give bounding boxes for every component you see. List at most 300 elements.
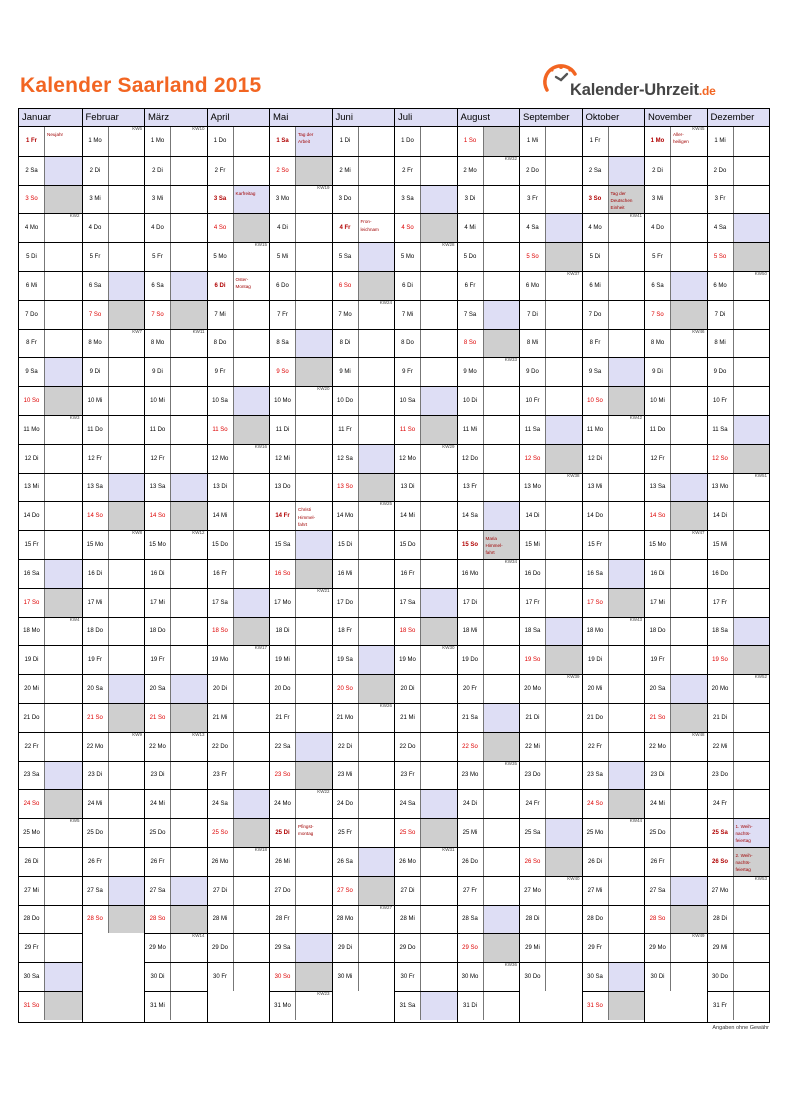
day-cell[interactable] — [708, 991, 770, 1020]
day-cell[interactable] — [145, 444, 207, 473]
day-cell[interactable] — [583, 559, 645, 588]
day-cell[interactable] — [708, 127, 770, 156]
day-cell[interactable] — [19, 933, 82, 962]
day-cell[interactable] — [520, 847, 582, 876]
day-cell[interactable] — [270, 185, 332, 214]
day-cell[interactable] — [208, 818, 270, 847]
day-cell[interactable] — [520, 473, 582, 502]
day-cell[interactable] — [458, 962, 520, 991]
day-cell[interactable] — [395, 905, 457, 934]
day-cell[interactable] — [19, 645, 82, 674]
day-cell[interactable] — [19, 501, 82, 530]
day-cell[interactable] — [145, 473, 207, 502]
day-cell[interactable] — [208, 617, 270, 646]
day-cell[interactable] — [395, 242, 457, 271]
day-cell[interactable] — [645, 645, 707, 674]
day-cell[interactable] — [208, 444, 270, 473]
day-cell[interactable] — [395, 300, 457, 329]
day-cell[interactable] — [708, 242, 770, 271]
day-cell[interactable] — [270, 213, 332, 242]
day-cell[interactable] — [83, 300, 145, 329]
day-cell[interactable] — [583, 789, 645, 818]
day-cell[interactable] — [708, 329, 770, 358]
day-cell[interactable] — [145, 789, 207, 818]
day-cell[interactable] — [395, 501, 457, 530]
day-cell[interactable] — [333, 905, 395, 934]
day-cell[interactable] — [333, 876, 395, 905]
day-cell[interactable] — [83, 674, 145, 703]
day-cell[interactable] — [583, 357, 645, 386]
day-cell[interactable] — [270, 559, 332, 588]
day-cell[interactable] — [708, 905, 770, 934]
day-cell[interactable] — [333, 329, 395, 358]
day-cell[interactable] — [583, 962, 645, 991]
day-cell[interactable] — [270, 703, 332, 732]
day-cell[interactable] — [395, 761, 457, 790]
day-cell[interactable] — [708, 588, 770, 617]
day-cell[interactable] — [83, 242, 145, 271]
day-cell[interactable] — [145, 386, 207, 415]
day-cell[interactable] — [83, 847, 145, 876]
day-cell[interactable] — [708, 156, 770, 185]
day-cell[interactable] — [520, 357, 582, 386]
day-cell[interactable] — [83, 645, 145, 674]
day-cell[interactable] — [83, 444, 145, 473]
day-cell[interactable] — [19, 329, 82, 358]
day-cell[interactable] — [520, 559, 582, 588]
day-cell[interactable] — [333, 645, 395, 674]
day-cell[interactable] — [645, 300, 707, 329]
day-cell[interactable] — [333, 156, 395, 185]
day-cell[interactable] — [458, 732, 520, 761]
day-cell[interactable] — [458, 761, 520, 790]
day-cell[interactable] — [145, 300, 207, 329]
day-cell[interactable] — [83, 818, 145, 847]
day-cell[interactable] — [645, 501, 707, 530]
day-cell[interactable] — [145, 847, 207, 876]
day-cell[interactable] — [19, 703, 82, 732]
day-cell[interactable] — [520, 645, 582, 674]
day-cell[interactable] — [645, 703, 707, 732]
day-cell[interactable] — [520, 156, 582, 185]
day-cell[interactable] — [458, 674, 520, 703]
day-cell[interactable] — [645, 271, 707, 300]
day-cell[interactable] — [708, 185, 770, 214]
day-cell[interactable] — [19, 588, 82, 617]
day-cell[interactable] — [145, 242, 207, 271]
day-cell[interactable] — [395, 530, 457, 559]
day-cell[interactable] — [395, 789, 457, 818]
day-cell[interactable] — [395, 185, 457, 214]
day-cell[interactable] — [270, 732, 332, 761]
day-cell[interactable] — [208, 703, 270, 732]
day-cell[interactable] — [83, 213, 145, 242]
day-cell[interactable] — [145, 329, 207, 358]
day-cell[interactable] — [708, 559, 770, 588]
day-cell[interactable] — [645, 473, 707, 502]
day-cell[interactable] — [520, 213, 582, 242]
day-cell[interactable] — [395, 127, 457, 156]
day-cell[interactable] — [145, 905, 207, 934]
day-cell[interactable] — [520, 789, 582, 818]
day-cell[interactable] — [395, 732, 457, 761]
day-cell[interactable] — [270, 329, 332, 358]
day-cell[interactable] — [145, 501, 207, 530]
day-cell[interactable] — [19, 415, 82, 444]
day-cell[interactable] — [708, 357, 770, 386]
day-cell[interactable] — [19, 761, 82, 790]
day-cell[interactable] — [270, 876, 332, 905]
day-cell[interactable] — [645, 213, 707, 242]
day-cell[interactable] — [583, 127, 645, 156]
day-cell[interactable] — [645, 789, 707, 818]
day-cell[interactable] — [708, 732, 770, 761]
day-cell[interactable] — [395, 329, 457, 358]
day-cell[interactable] — [583, 674, 645, 703]
day-cell[interactable] — [208, 415, 270, 444]
day-cell[interactable] — [270, 501, 332, 530]
day-cell[interactable] — [333, 530, 395, 559]
day-cell[interactable] — [83, 588, 145, 617]
day-cell[interactable] — [83, 617, 145, 646]
day-cell[interactable] — [583, 300, 645, 329]
day-cell[interactable] — [333, 789, 395, 818]
day-cell[interactable] — [208, 530, 270, 559]
day-cell[interactable] — [83, 357, 145, 386]
day-cell[interactable] — [583, 415, 645, 444]
day-cell[interactable] — [270, 789, 332, 818]
day-cell[interactable] — [270, 962, 332, 991]
day-cell[interactable] — [708, 876, 770, 905]
day-cell[interactable] — [645, 876, 707, 905]
day-cell[interactable] — [583, 185, 645, 214]
brand-logo[interactable] — [541, 60, 756, 102]
day-cell[interactable] — [333, 703, 395, 732]
day-cell[interactable] — [645, 242, 707, 271]
day-cell[interactable] — [208, 933, 270, 962]
day-cell[interactable] — [19, 271, 82, 300]
day-cell[interactable] — [395, 703, 457, 732]
day-cell[interactable] — [458, 444, 520, 473]
day-cell[interactable] — [19, 444, 82, 473]
day-cell[interactable] — [333, 415, 395, 444]
day-cell[interactable] — [395, 847, 457, 876]
day-cell[interactable] — [333, 127, 395, 156]
day-cell[interactable] — [708, 415, 770, 444]
day-cell[interactable] — [395, 386, 457, 415]
day-cell[interactable] — [458, 473, 520, 502]
day-cell[interactable] — [270, 761, 332, 790]
day-cell[interactable] — [333, 588, 395, 617]
day-cell[interactable] — [708, 386, 770, 415]
day-cell[interactable] — [333, 444, 395, 473]
day-cell[interactable] — [583, 991, 645, 1020]
day-cell[interactable] — [145, 674, 207, 703]
day-cell[interactable] — [333, 271, 395, 300]
day-cell[interactable] — [145, 185, 207, 214]
day-cell[interactable] — [270, 473, 332, 502]
day-cell[interactable] — [520, 444, 582, 473]
day-cell[interactable] — [520, 617, 582, 646]
day-cell[interactable] — [19, 818, 82, 847]
day-cell[interactable] — [645, 357, 707, 386]
day-cell[interactable] — [645, 617, 707, 646]
day-cell[interactable] — [520, 242, 582, 271]
day-cell[interactable] — [333, 962, 395, 991]
day-cell[interactable] — [708, 789, 770, 818]
day-cell[interactable] — [458, 127, 520, 156]
day-cell[interactable] — [458, 818, 520, 847]
day-cell[interactable] — [708, 761, 770, 790]
day-cell[interactable] — [270, 300, 332, 329]
day-cell[interactable] — [270, 818, 332, 847]
day-cell[interactable] — [645, 530, 707, 559]
day-cell[interactable] — [520, 732, 582, 761]
day-cell[interactable] — [19, 386, 82, 415]
day-cell[interactable] — [145, 271, 207, 300]
day-cell[interactable] — [208, 789, 270, 818]
day-cell[interactable] — [395, 933, 457, 962]
day-cell[interactable] — [395, 357, 457, 386]
day-cell[interactable] — [19, 242, 82, 271]
day-cell[interactable] — [83, 271, 145, 300]
day-cell[interactable] — [270, 530, 332, 559]
day-cell[interactable] — [395, 588, 457, 617]
day-cell[interactable] — [645, 818, 707, 847]
day-cell[interactable] — [83, 473, 145, 502]
day-cell[interactable] — [583, 156, 645, 185]
day-cell[interactable] — [19, 473, 82, 502]
day-cell[interactable] — [458, 991, 520, 1020]
day-cell[interactable] — [270, 271, 332, 300]
day-cell[interactable] — [333, 732, 395, 761]
day-cell[interactable] — [19, 991, 82, 1020]
day-cell[interactable] — [583, 242, 645, 271]
day-cell[interactable] — [333, 300, 395, 329]
day-cell[interactable] — [583, 732, 645, 761]
day-cell[interactable] — [520, 271, 582, 300]
day-cell[interactable] — [708, 444, 770, 473]
day-cell[interactable] — [708, 213, 770, 242]
day-cell[interactable] — [83, 761, 145, 790]
day-cell[interactable] — [708, 674, 770, 703]
day-cell[interactable] — [333, 761, 395, 790]
day-cell[interactable] — [645, 588, 707, 617]
day-cell[interactable] — [270, 386, 332, 415]
day-cell[interactable] — [19, 732, 82, 761]
day-cell[interactable] — [83, 329, 145, 358]
day-cell[interactable] — [520, 185, 582, 214]
day-cell[interactable] — [583, 588, 645, 617]
day-cell[interactable] — [333, 473, 395, 502]
day-cell[interactable] — [270, 415, 332, 444]
day-cell[interactable] — [645, 386, 707, 415]
day-cell[interactable] — [395, 156, 457, 185]
day-cell[interactable] — [208, 761, 270, 790]
day-cell[interactable] — [19, 962, 82, 991]
day-cell[interactable] — [708, 271, 770, 300]
day-cell[interactable] — [83, 732, 145, 761]
day-cell[interactable] — [270, 905, 332, 934]
day-cell[interactable] — [208, 876, 270, 905]
day-cell[interactable] — [145, 818, 207, 847]
day-cell[interactable] — [458, 933, 520, 962]
day-cell[interactable] — [83, 386, 145, 415]
day-cell[interactable] — [208, 386, 270, 415]
day-cell[interactable] — [145, 530, 207, 559]
day-cell[interactable] — [333, 242, 395, 271]
day-cell[interactable] — [583, 933, 645, 962]
day-cell[interactable] — [583, 271, 645, 300]
day-cell[interactable] — [458, 847, 520, 876]
day-cell[interactable] — [583, 645, 645, 674]
day-cell[interactable] — [208, 185, 270, 214]
day-cell[interactable] — [145, 876, 207, 905]
day-cell[interactable] — [395, 213, 457, 242]
day-cell[interactable] — [583, 703, 645, 732]
day-cell[interactable] — [145, 415, 207, 444]
day-cell[interactable] — [208, 242, 270, 271]
day-cell[interactable] — [333, 674, 395, 703]
day-cell[interactable] — [708, 501, 770, 530]
day-cell[interactable] — [458, 185, 520, 214]
day-cell[interactable] — [145, 156, 207, 185]
day-cell[interactable] — [145, 761, 207, 790]
day-cell[interactable] — [208, 674, 270, 703]
day-cell[interactable] — [208, 559, 270, 588]
day-cell[interactable] — [83, 185, 145, 214]
day-cell[interactable] — [208, 588, 270, 617]
day-cell[interactable] — [520, 127, 582, 156]
day-cell[interactable] — [208, 501, 270, 530]
day-cell[interactable] — [520, 415, 582, 444]
day-cell[interactable] — [645, 156, 707, 185]
day-cell[interactable] — [395, 271, 457, 300]
day-cell[interactable] — [520, 905, 582, 934]
day-cell[interactable] — [583, 501, 645, 530]
day-cell[interactable] — [520, 962, 582, 991]
day-cell[interactable] — [583, 444, 645, 473]
day-cell[interactable] — [583, 847, 645, 876]
day-cell[interactable] — [708, 962, 770, 991]
day-cell[interactable] — [458, 386, 520, 415]
day-cell[interactable] — [583, 473, 645, 502]
day-cell[interactable] — [645, 847, 707, 876]
day-cell[interactable] — [270, 645, 332, 674]
day-cell[interactable] — [83, 501, 145, 530]
day-cell[interactable] — [458, 617, 520, 646]
day-cell[interactable] — [583, 761, 645, 790]
day-cell[interactable] — [458, 329, 520, 358]
day-cell[interactable] — [145, 703, 207, 732]
day-cell[interactable] — [270, 617, 332, 646]
day-cell[interactable] — [145, 213, 207, 242]
day-cell[interactable] — [333, 847, 395, 876]
day-cell[interactable] — [395, 559, 457, 588]
day-cell[interactable] — [395, 444, 457, 473]
day-cell[interactable] — [333, 357, 395, 386]
day-cell[interactable] — [520, 588, 582, 617]
day-cell[interactable] — [19, 876, 82, 905]
day-cell[interactable] — [333, 185, 395, 214]
day-cell[interactable] — [458, 876, 520, 905]
day-cell[interactable] — [19, 213, 82, 242]
day-cell[interactable] — [645, 444, 707, 473]
day-cell[interactable] — [708, 933, 770, 962]
day-cell[interactable] — [19, 847, 82, 876]
day-cell[interactable] — [458, 559, 520, 588]
day-cell[interactable] — [83, 905, 145, 934]
day-cell[interactable] — [458, 703, 520, 732]
day-cell[interactable] — [270, 127, 332, 156]
day-cell[interactable] — [395, 818, 457, 847]
day-cell[interactable] — [270, 444, 332, 473]
day-cell[interactable] — [458, 300, 520, 329]
day-cell[interactable] — [208, 127, 270, 156]
day-cell[interactable] — [83, 789, 145, 818]
day-cell[interactable] — [83, 127, 145, 156]
day-cell[interactable] — [395, 962, 457, 991]
day-cell[interactable] — [520, 818, 582, 847]
day-cell[interactable] — [583, 876, 645, 905]
day-cell[interactable] — [395, 415, 457, 444]
day-cell[interactable] — [83, 703, 145, 732]
day-cell[interactable] — [583, 386, 645, 415]
day-cell[interactable] — [458, 213, 520, 242]
day-cell[interactable] — [333, 213, 395, 242]
day-cell[interactable] — [520, 674, 582, 703]
day-cell[interactable] — [19, 617, 82, 646]
day-cell[interactable] — [583, 213, 645, 242]
day-cell[interactable] — [708, 473, 770, 502]
day-cell[interactable] — [645, 761, 707, 790]
day-cell[interactable] — [458, 501, 520, 530]
day-cell[interactable] — [208, 300, 270, 329]
day-cell[interactable] — [645, 329, 707, 358]
day-cell[interactable] — [83, 876, 145, 905]
day-cell[interactable] — [458, 415, 520, 444]
day-cell[interactable] — [708, 703, 770, 732]
day-cell[interactable] — [520, 876, 582, 905]
day-cell[interactable] — [270, 156, 332, 185]
day-cell[interactable] — [458, 242, 520, 271]
day-cell[interactable] — [645, 905, 707, 934]
day-cell[interactable] — [145, 645, 207, 674]
day-cell[interactable] — [645, 127, 707, 156]
day-cell[interactable] — [458, 156, 520, 185]
day-cell[interactable] — [19, 357, 82, 386]
day-cell[interactable] — [645, 185, 707, 214]
day-cell[interactable] — [333, 933, 395, 962]
day-cell[interactable] — [145, 127, 207, 156]
day-cell[interactable] — [19, 300, 82, 329]
day-cell[interactable] — [520, 300, 582, 329]
day-cell[interactable] — [333, 386, 395, 415]
day-cell[interactable] — [520, 329, 582, 358]
day-cell[interactable] — [708, 847, 770, 876]
day-cell[interactable] — [520, 386, 582, 415]
day-cell[interactable] — [145, 357, 207, 386]
day-cell[interactable] — [208, 213, 270, 242]
day-cell[interactable] — [645, 559, 707, 588]
day-cell[interactable] — [270, 242, 332, 271]
day-cell[interactable] — [458, 588, 520, 617]
day-cell[interactable] — [83, 530, 145, 559]
day-cell[interactable] — [19, 789, 82, 818]
day-cell[interactable] — [458, 530, 520, 559]
day-cell[interactable] — [520, 933, 582, 962]
day-cell[interactable] — [395, 674, 457, 703]
